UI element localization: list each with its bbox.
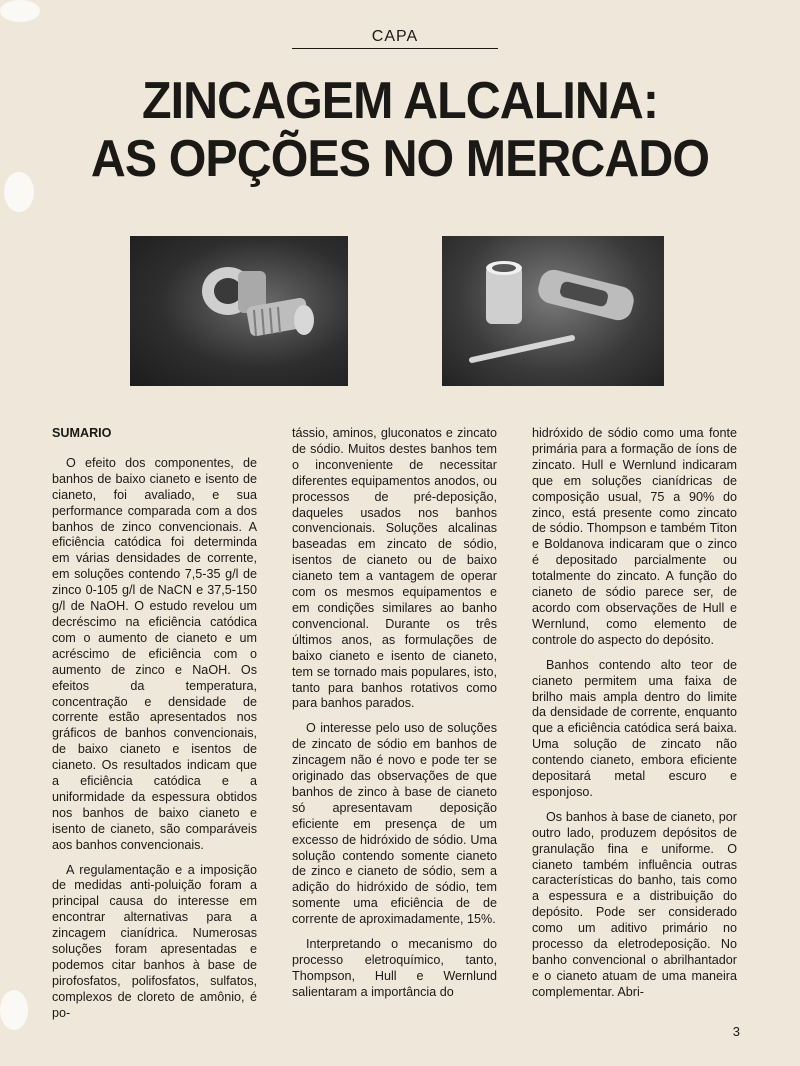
headline: [28, 72, 772, 188]
summary-heading: SUMARIO: [52, 426, 112, 440]
paragraph: hidróxido de sódio como uma fonte primária para a formação de íons de zincato. Hull e Wernlund indicaram que em soluções cianídricas de composição usual, 75 a 90% do zinco, está presente como zincato de sódio. Thompson e também Titon e Boldanova indicaram que o zinco é depositado parcialmente ou totalmente do zincato. A função do cianeto de sódio parece ser, de acordo com observações de Hull e Wernlund, como elemento de controle do aspecto do depósito.: [532, 426, 737, 647]
paragraph: A regulamentação e a imposição de medidas anti-poluição foram a principal causa do interesse em encontrar alternativas para a zincagem cianídrica. Numerosas soluções foram apresentadas e podemos citar banhos à base de pirofosfatos, polifosfatos, sulfatos, complexos de cloreto de amônio, é po-: [52, 862, 257, 1020]
headline-line-2: AS OPÇÕES NO MERCADO: [90, 130, 710, 188]
paper-damage: [0, 990, 28, 1030]
paper-damage: [0, 0, 40, 22]
paragraph: Os banhos à base de cianeto, por outro lado, produzem depósitos de granulação fina e uniforme. O cianeto também influência outras características do banho, tais como a espessura e a distribuição do depósito. Pode ser considerado como um aditivo primário no processo da eletrodeposição. No banho convencional o abrilhantador e o cianeto atuam de uma maneira complementar. Abri-: [532, 809, 737, 999]
column-3: [532, 426, 737, 1010]
column-2: [292, 426, 497, 1010]
photo-plated-parts: [442, 236, 664, 386]
paragraph: tássio, aminos, gluconatos e zincato de sódio. Muitos destes banhos tem o inconveniente de necessitar diferentes equipamentos anodos, ou processos de pré-deposição, daqueles usados nos banhos convencionais. Soluções alcalinas baseadas em zincato de sódio, isentos de cianeto ou de baixo cianeto tem a vantagem de operar com os mesmos equipamentos e em condições similares ao banho convencional. Durante os três últimos anos, as formulações de baixo cianeto e isento de cianeto, tem se tornado mais populares, isto, tanto para banhos rotativos como para banhos parados.: [292, 426, 497, 711]
headline-line-1: ZINCAGEM ALCALINA:: [141, 72, 659, 130]
page-number: 3: [732, 1024, 740, 1039]
paragraph: O efeito dos componentes, de banhos de baixo cianeto e isento de cianeto, foi avaliado, e sua performance comparada com a dos banhos de zinco convencionais. A eficiência catódica foi determinda em várias densidades de corrente, em soluções contendo 7,5-35 g/l de zinco 0-105 g/l de NaCN e 37,5-150 g/l de NaOH. O estudo revelou um decréscimo na eficiência catódica com o aumento de cianeto e um acréscimo de eficiência com o aumento de zinco e NaOH. Os efeitos da temperatura, concentração e densidade de corrente estão apresentados nos gráficos de banhos convencionais, de baixo cianeto e isentos de cianeto. Os resultados indicam que a eficiência catódica e a uniformidade da espessura obtidos nos banhos de baixo cianeto e isento de cianeto, são comparáveis aos banhos convencionais.: [52, 455, 257, 852]
paragraph: Interpretando o mecanismo do processo eletroquímico, tanto, Thompson, Hull e Wernlund salientaram a importância do: [292, 937, 497, 999]
paragraph: Banhos contendo alto teor de cianeto permitem uma faixa de brilho mais ampla dentro do limite da densidade de corrente, enquanto que a eficiência catódica será baixa. Uma solução de zincato não contendo cianeto, embora eficiente depositará metal escuro e esponjoso.: [532, 657, 737, 799]
paragraph: O interesse pelo uso de soluções de zincato de sódio em banhos de zincagem não é novo e pode ter se originado das observações de que banhos de zinco à base de cianeto só apresentavam deposição eficiente em presença de um excesso de hidróxido de sódio. Uma solução contendo somente cianeto de zinco e cianeto de sódio, sem a adição do hidróxido de sódio, tem somente uma eficiência de de corrente de aproximadamente, 15%.: [292, 721, 497, 927]
section-label: CAPA: [292, 28, 498, 49]
column-1: [52, 426, 257, 1031]
photo-threaded-fittings: [130, 236, 348, 386]
